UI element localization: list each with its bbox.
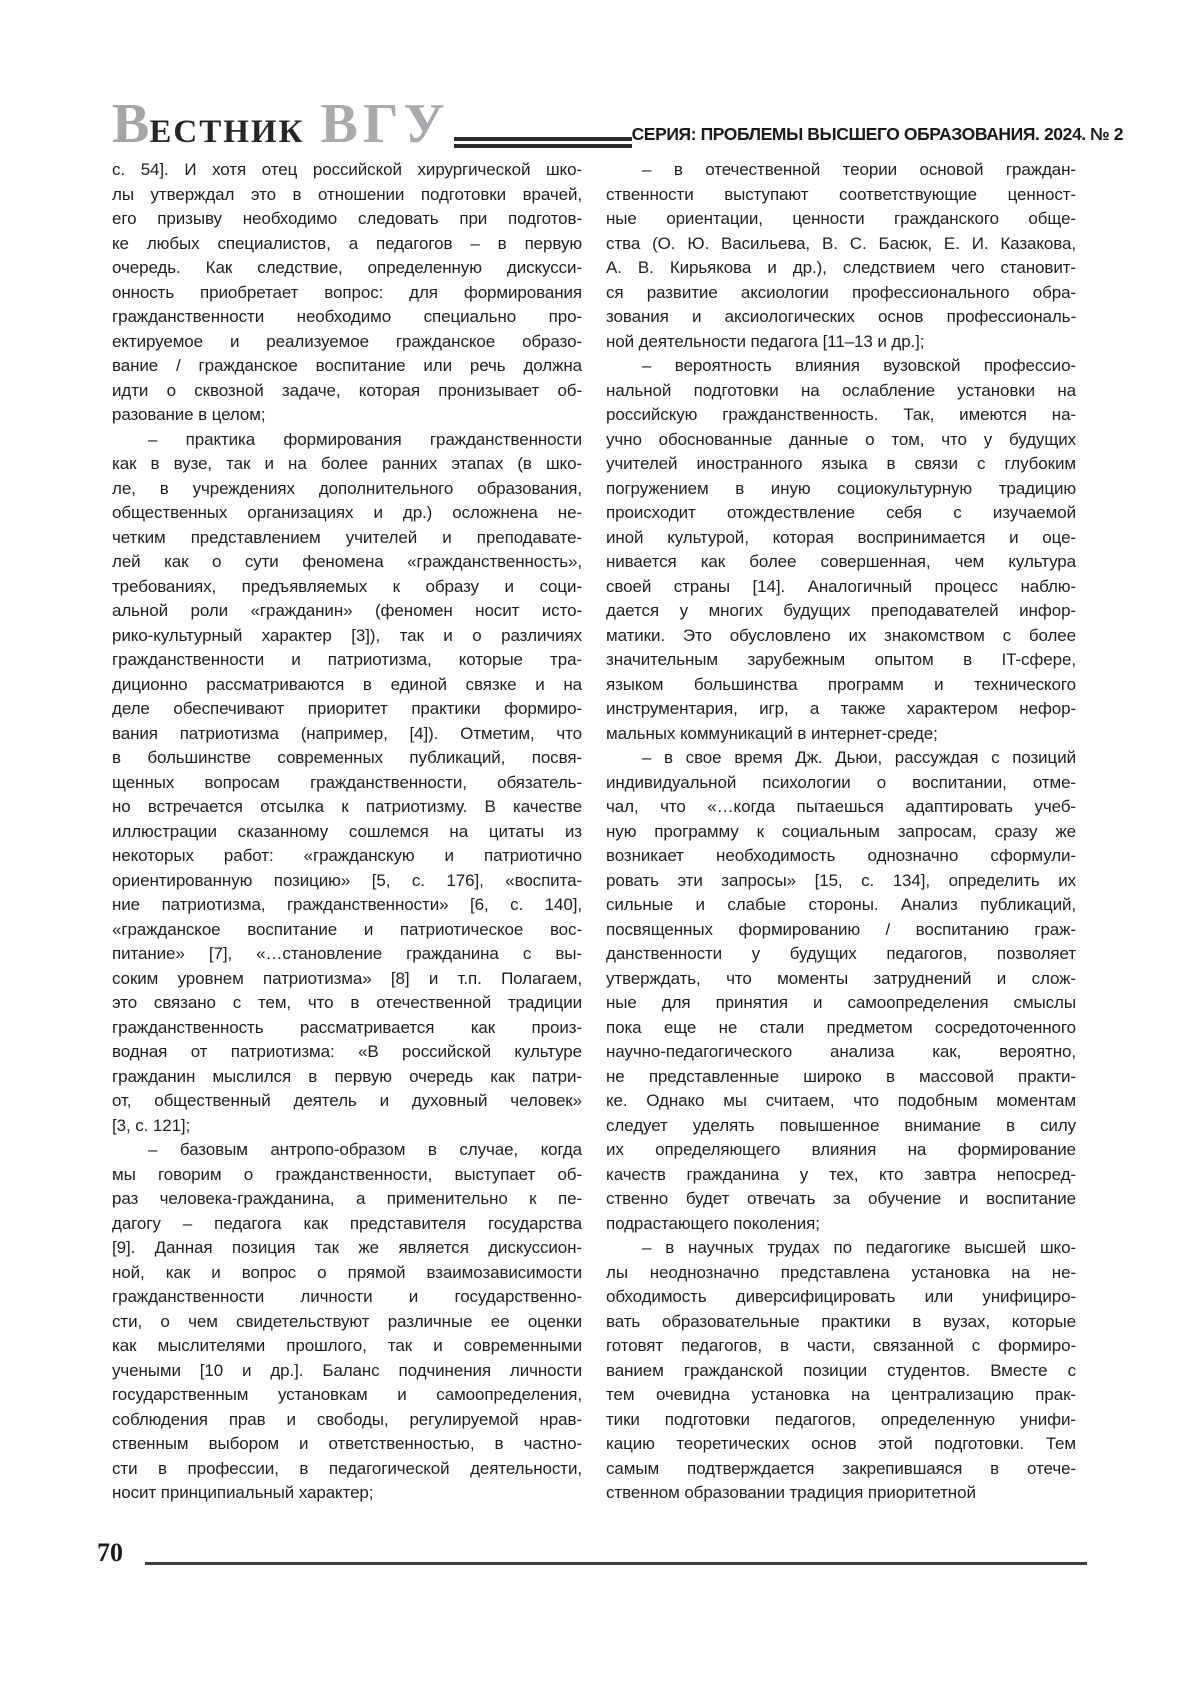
text-line: с. 54]. И хотя отец российской хирургической шко-	[112, 160, 582, 179]
text-line: от, общественный деятель и духовный человек»	[112, 1091, 582, 1110]
text-line: соблюдения прав и свободы, регулируемой нрав-	[112, 1409, 582, 1429]
page-number: 70	[97, 1538, 123, 1567]
text-line: их определяющего влияния на формирование	[606, 1140, 1076, 1159]
text-line: ственным выбором и ответственностью, в частно-	[112, 1434, 582, 1453]
text-line: нивается как более совершенная, чем культура	[606, 552, 1076, 571]
text-line: значительным зарубежным опытом в IT-сфере,	[606, 650, 1076, 669]
text-line: погружением в иную социокультурную традицию	[606, 478, 1076, 498]
text-line: учеными [10 и др.]. Баланс подчинения личности	[112, 1360, 582, 1380]
text-line: иллюстрации сказанному сошлемся на цитаты из	[112, 821, 582, 841]
paragraph	[112, 158, 582, 428]
journal-logo	[112, 93, 450, 155]
text-line: некоторых работ: «гражданскую и патриотично	[112, 846, 582, 865]
text-line: [3, с. 121];	[112, 1115, 191, 1135]
text-line: требованиях, предъявляемых к образу и соци-	[112, 576, 582, 596]
logo-university-abbreviation: ВГУ	[320, 93, 450, 155]
article-body	[112, 158, 1076, 1506]
text-line: языком большинства программ и технического	[606, 674, 1076, 694]
text-line: но встречается отсылка к патриотизму. В качестве	[112, 797, 582, 816]
text-line: – вероятность влияния вузовской профессио-	[642, 356, 1076, 375]
text-line: возникает необходимость однозначно сформули-	[606, 846, 1076, 865]
text-line: утверждать, что моменты затруднений и слож-	[606, 968, 1076, 988]
series-title: СЕРИЯ: ПРОБЛЕМЫ ВЫСШЕГО ОБРАЗОВАНИЯ. 2024. № 2	[631, 124, 1124, 144]
logo-title-text: ЕСТНИК	[149, 114, 305, 150]
text-line: готовят педагогов, в части, связанной с формиро-	[606, 1336, 1076, 1355]
paragraph	[606, 1236, 1076, 1506]
text-line: ственно будет отвечать за обучение и воспитание	[606, 1189, 1076, 1208]
text-line: ориентированную позицию» [5, с. 176], «воспита-	[112, 870, 582, 890]
text-line: носит принципиальный характер;	[112, 1483, 374, 1502]
text-line: научно-педагогического анализа как, вероятно,	[606, 1042, 1076, 1061]
text-line: качеств гражданина у тех, кто завтра непосред-	[606, 1164, 1076, 1184]
text-line: ные для принятия и самоопределения смыслы	[606, 993, 1076, 1012]
paragraph	[606, 158, 1076, 354]
paragraph	[112, 1138, 582, 1506]
text-line: сти в профессии, в педагогической деятельности,	[112, 1458, 582, 1478]
text-line: учителей иностранного языка в связи с глубоким	[606, 454, 1076, 473]
paragraph	[112, 428, 582, 1139]
text-line: кацию теоретических основ этой подготовки. Тем	[606, 1434, 1076, 1453]
text-line: в большинстве современных публикаций, посвя-	[112, 748, 582, 767]
text-line: зования и аксиологических основ профессиональ-	[606, 307, 1076, 326]
text-line: «гражданское воспитание и патриотическое вос-	[112, 919, 582, 939]
text-line: щенных вопросам гражданственности, обязатель-	[112, 772, 582, 792]
paragraph	[606, 746, 1076, 1236]
text-line: данственности у будущих педагогов, позволяет	[606, 944, 1076, 963]
text-line: лы утверждал это в отношении подготовки врачей,	[112, 184, 582, 204]
text-line: как мыслителями прошлого, так и современными	[112, 1336, 582, 1355]
text-line: учно обоснованные данные о том, что у будущих	[606, 429, 1076, 449]
text-line: мальных коммуникаций в интернет-среде;	[606, 723, 938, 743]
text-line: лы неоднозначно представлена установка на не-	[606, 1262, 1076, 1282]
text-line: лей как о сути феномена «гражданственность»,	[112, 552, 582, 571]
text-line: российскую гражданственность. Так, имеются на-	[606, 405, 1076, 424]
text-line: ственном образовании традиция приоритетной	[606, 1483, 976, 1502]
text-line: его призыву необходимо следовать при подготов-	[112, 209, 582, 228]
text-line: диционно рассматриваются в единой связке и на	[112, 674, 582, 694]
text-line: – в отечественной теории основой граждан-	[642, 160, 1076, 179]
text-line: мы говорим о гражданственности, выступает об-	[112, 1164, 582, 1184]
text-line: А. В. Кирьякова и др.), следствием чего становит-	[606, 258, 1076, 277]
text-line: – в научных трудах по педагогике высшей шко-	[642, 1238, 1076, 1257]
text-line: ственности выступают соответствующие ценност-	[606, 184, 1076, 204]
text-line: общественных организациях и др.) осложнена не-	[112, 503, 582, 522]
text-line: гражданин мыслился в первую очередь как патри-	[112, 1066, 582, 1086]
text-line: происходит отождествление себя с изучаемой	[606, 503, 1076, 522]
logo-initial-letter: В	[112, 93, 150, 155]
text-line: очередь. Как следствие, определенную дискусси-	[112, 258, 582, 277]
text-line: вания патриотизма (например, [4]). Отметим, что	[112, 723, 582, 743]
text-line: [9]. Данная позиция так же является дискуссион-	[112, 1238, 582, 1257]
text-line: питание» [7], «…становление гражданина с вы-	[112, 944, 582, 963]
text-line: вание / гражданское воспитание или речь должна	[112, 356, 582, 375]
text-line: государственным установкам и самоопределения,	[112, 1385, 582, 1404]
text-line: подрастающего поколения;	[606, 1213, 820, 1233]
text-line: ся развитие аксиологии профессионального обра-	[606, 282, 1076, 302]
page-header	[112, 93, 1124, 155]
text-line: индивидуальной психологии о воспитании, отме-	[606, 772, 1076, 792]
text-line: ной, как и вопрос о прямой взаимозависимости	[112, 1262, 582, 1282]
text-line: – базовым антропо-образом в случае, когда	[148, 1140, 582, 1159]
text-line: соким уровнем патриотизма» [8] и т.п. Полагаем,	[112, 968, 582, 988]
text-line: ную программу к социальным запросам, сразу же	[606, 821, 1076, 841]
text-line: ровать эти запросы» [15, с. 134], определить их	[606, 870, 1076, 890]
text-line: ле, в учреждениях дополнительного образования,	[112, 478, 582, 498]
text-line: гражданственности личности и государственно-	[112, 1287, 582, 1306]
text-line: тем очевидна установка на централизацию прак-	[606, 1385, 1076, 1404]
paragraph	[606, 354, 1076, 746]
text-line: гражданственности необходимо специально про-	[112, 307, 582, 326]
text-line: альной роли «гражданин» (феномен носит исто-	[112, 601, 582, 620]
text-line: посвященных формированию / воспитанию граж-	[606, 919, 1076, 939]
text-line: нальной подготовки на ослабление установки на	[606, 380, 1076, 400]
text-line: идти о сквозной задаче, которая пронизывает об-	[112, 380, 582, 400]
text-column-left	[112, 158, 582, 1506]
text-line: иной культурой, которая воспринимается и оце-	[606, 527, 1076, 547]
text-line: водная от патриотизма: «В российской культуре	[112, 1042, 582, 1061]
text-line: ной деятельности педагога [11–13 и др.];	[606, 331, 925, 351]
text-line: инструментария, игр, а также характером нефор-	[606, 699, 1076, 718]
text-line: ные ориентации, ценности гражданского обще-	[606, 209, 1076, 228]
text-line: гражданственность рассматривается как произ-	[112, 1017, 582, 1037]
text-line: своей страны [14]. Аналогичный процесс наблю-	[606, 576, 1076, 596]
text-line: вать образовательные практики в вузах, которые	[606, 1311, 1076, 1331]
text-line: ке. Однако мы считаем, что подобным моментам	[606, 1091, 1076, 1110]
text-line: самым подтверждается закрепившаяся в отече-	[606, 1458, 1076, 1478]
text-line: ние патриотизма, гражданственности» [6, с. 140],	[112, 895, 582, 914]
text-line: как в вузе, так и на более ранних этапах (в шко-	[112, 454, 582, 473]
text-line: – практика формирования гражданственности	[148, 429, 582, 449]
text-line: следует уделять повышенное внимание в силу	[606, 1115, 1076, 1135]
text-line: это связано с тем, что в отечественной традиции	[112, 993, 582, 1012]
text-line: сти, о чем свидетельствуют различные ее оценки	[112, 1311, 582, 1331]
text-line: матики. Это обусловлено их знакомством с более	[606, 625, 1076, 645]
text-line: тики подготовки педагогов, определенную унифи-	[606, 1409, 1076, 1429]
text-line: дается у многих будущих преподавателей инфор-	[606, 601, 1076, 620]
text-line: гражданственности и патриотизма, которые тра-	[112, 650, 582, 669]
text-line: чал, что «…когда пытаешься адаптировать учеб-	[606, 797, 1076, 816]
text-line: разование в целом;	[112, 405, 266, 424]
text-line: ектируемое и реализуемое гражданское образо-	[112, 331, 582, 351]
text-line: – в свое время Дж. Дьюи, рассуждая с позиций	[642, 748, 1076, 767]
header-double-rule	[454, 137, 632, 148]
text-line: раз человека-гражданина, а применительно к пе-	[112, 1189, 582, 1208]
text-line: ке любых специалистов, а педагогов – в первую	[112, 233, 582, 253]
text-line: дагогу – педагога как представителя государства	[112, 1213, 582, 1233]
page-footer	[97, 1540, 1087, 1566]
text-line: не представленные широко в массовой практи-	[606, 1066, 1076, 1086]
text-line: деле обеспечивают приоритет практики формиро-	[112, 699, 582, 718]
text-line: обходимость диверсифицировать или унифициро-	[606, 1287, 1076, 1306]
text-column-right	[606, 158, 1076, 1506]
text-line: четким представлением учителей и преподавате-	[112, 527, 582, 547]
text-line: ванием гражданской позиции студентов. Вместе с	[606, 1360, 1076, 1380]
text-line: пока еще не стали предметом сосредоточенного	[606, 1017, 1076, 1037]
text-line: ства (О. Ю. Васильева, В. С. Басюк, Е. И. Казакова,	[606, 233, 1076, 253]
footer-rule	[145, 1562, 1087, 1565]
text-line: онность приобретает вопрос: для формирования	[112, 282, 582, 302]
text-line: сильные и слабые стороны. Анализ публикаций,	[606, 895, 1076, 914]
text-line: рико-культурный характер [3]), так и о различиях	[112, 625, 582, 645]
